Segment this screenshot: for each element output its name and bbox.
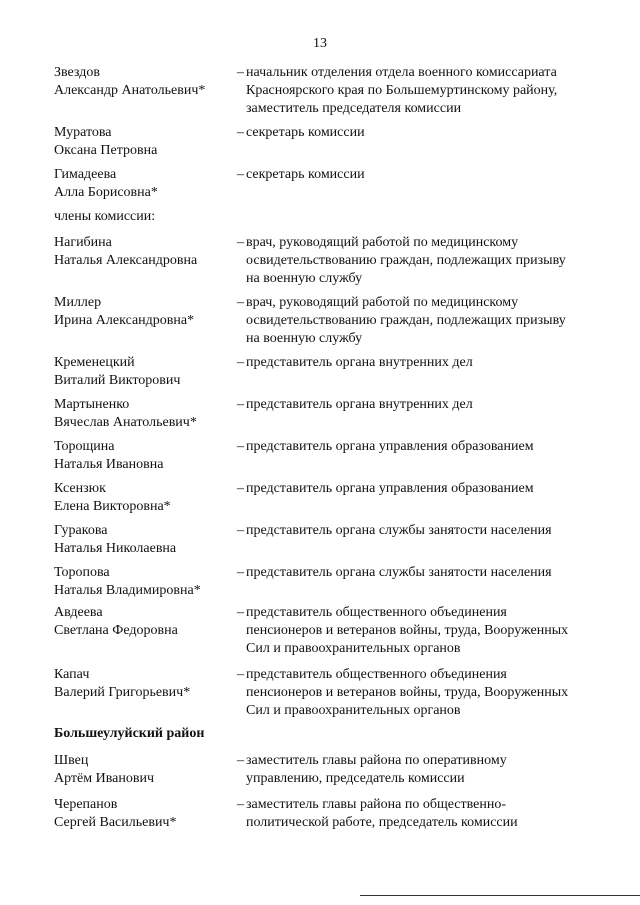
role-line: управлению, председатель комиссии [246, 771, 465, 786]
member-name [54, 166, 234, 202]
member-given-names: Виталий Викторович [54, 373, 181, 388]
member-name [54, 64, 234, 100]
role-line: представитель органа управления образованием [246, 439, 534, 454]
member-surname: Кременецкий [54, 355, 135, 370]
member-role [246, 666, 606, 720]
role-line: Сил и правоохранительных органов [246, 641, 461, 656]
role-line: представитель органа внутренних дел [246, 355, 473, 370]
dash-separator: – [237, 167, 244, 182]
member-role [246, 752, 606, 788]
member-given-names: Наталья Николаевна [54, 541, 177, 556]
member-role [246, 294, 606, 348]
dash-separator: – [237, 397, 244, 412]
role-line: представитель органа службы занятости населения [246, 523, 552, 538]
member-surname: Миллер [54, 295, 102, 310]
member-name [54, 666, 234, 702]
members-label: члены комиссии: [54, 209, 156, 224]
member-given-names: Светлана Федоровна [54, 623, 178, 638]
member-surname: Гимадеева [54, 167, 117, 182]
member-given-names: Сергей Васильевич* [54, 815, 177, 830]
role-line: Красноярского края по Большемуртинскому району, [246, 83, 558, 98]
dash-separator: – [237, 565, 244, 580]
member-given-names: Вячеслав Анатольевич* [54, 415, 197, 430]
role-line: Сил и правоохранительных органов [246, 703, 461, 718]
district-heading: Большеулуйский район [54, 726, 205, 741]
member-surname: Черепанов [54, 797, 118, 812]
bottom-rule [360, 895, 640, 896]
member-surname: Муратова [54, 125, 112, 140]
member-given-names: Ирина Александровна* [54, 313, 195, 328]
member-given-names: Алла Борисовна* [54, 185, 158, 200]
dash-separator: – [237, 295, 244, 310]
member-surname: Гуракова [54, 523, 108, 538]
member-given-names: Артём Иванович [54, 771, 155, 786]
member-role [246, 234, 606, 288]
role-line: заместитель председателя комиссии [246, 101, 462, 116]
member-name [54, 354, 234, 390]
dash-separator: – [237, 797, 244, 812]
member-name [54, 438, 234, 474]
role-line: представитель органа управления образованием [246, 481, 534, 496]
member-given-names: Валерий Григорьевич* [54, 685, 191, 700]
role-line: заместитель главы района по общественно- [246, 797, 507, 812]
member-role [246, 396, 606, 414]
dash-separator: – [237, 481, 244, 496]
role-line: представитель общественного объединения [246, 667, 507, 682]
member-role [246, 354, 606, 372]
member-name [54, 522, 234, 558]
member-given-names: Наталья Ивановна [54, 457, 164, 472]
role-line: представитель общественного объединения [246, 605, 507, 620]
member-surname: Звездов [54, 65, 100, 80]
member-name [54, 124, 234, 160]
member-role [246, 604, 606, 658]
dash-separator: – [237, 523, 244, 538]
member-role [246, 438, 606, 456]
member-given-names: Елена Викторовна* [54, 499, 171, 514]
member-name [54, 796, 234, 832]
member-given-names: Наталья Владимировна* [54, 583, 201, 598]
member-surname: Ксензюк [54, 481, 106, 496]
member-role [246, 796, 606, 832]
dash-separator: – [237, 65, 244, 80]
role-line: представитель органа службы занятости населения [246, 565, 552, 580]
role-line: представитель органа внутренних дел [246, 397, 473, 412]
member-role [246, 564, 606, 582]
member-name [54, 480, 234, 516]
member-name [54, 234, 234, 270]
member-role [246, 522, 606, 540]
dash-separator: – [237, 439, 244, 454]
role-line: секретарь комиссии [246, 125, 365, 140]
member-name [54, 604, 234, 640]
member-role [246, 64, 606, 118]
role-line: на военную службу [246, 271, 363, 286]
member-role [246, 480, 606, 498]
member-surname: Торопова [54, 565, 110, 580]
member-name [54, 752, 234, 788]
member-surname: Мартыненко [54, 397, 130, 412]
role-line: политической работе, председатель комиссии [246, 815, 518, 830]
dash-separator: – [237, 235, 244, 250]
dash-separator: – [237, 605, 244, 620]
member-surname: Авдеева [54, 605, 103, 620]
member-given-names: Александр Анатольевич* [54, 83, 206, 98]
member-role [246, 166, 606, 184]
member-surname: Капач [54, 667, 90, 682]
page-number: 13 [313, 36, 327, 51]
dash-separator: – [237, 125, 244, 140]
member-given-names: Оксана Петровна [54, 143, 158, 158]
dash-separator: – [237, 355, 244, 370]
role-line: заместитель главы района по оперативному [246, 753, 507, 768]
dash-separator: – [237, 753, 244, 768]
member-name [54, 564, 234, 600]
member-role [246, 124, 606, 142]
role-line: пенсионеров и ветеранов войны, труда, Вооруженных [246, 685, 569, 700]
role-line: пенсионеров и ветеранов войны, труда, Вооруженных [246, 623, 569, 638]
member-surname: Швец [54, 753, 89, 768]
dash-separator: – [237, 667, 244, 682]
role-line: врач, руководящий работой по медицинскому [246, 235, 519, 250]
role-line: освидетельствованию граждан, подлежащих призыву [246, 313, 566, 328]
member-surname: Нагибина [54, 235, 112, 250]
role-line: секретарь комиссии [246, 167, 365, 182]
member-surname: Торощина [54, 439, 115, 454]
member-name [54, 294, 234, 330]
role-line: на военную службу [246, 331, 363, 346]
role-line: освидетельствованию граждан, подлежащих призыву [246, 253, 566, 268]
role-line: врач, руководящий работой по медицинскому [246, 295, 519, 310]
member-given-names: Наталья Александровна [54, 253, 198, 268]
member-name [54, 396, 234, 432]
role-line: начальник отделения отдела военного комиссариата [246, 65, 557, 80]
